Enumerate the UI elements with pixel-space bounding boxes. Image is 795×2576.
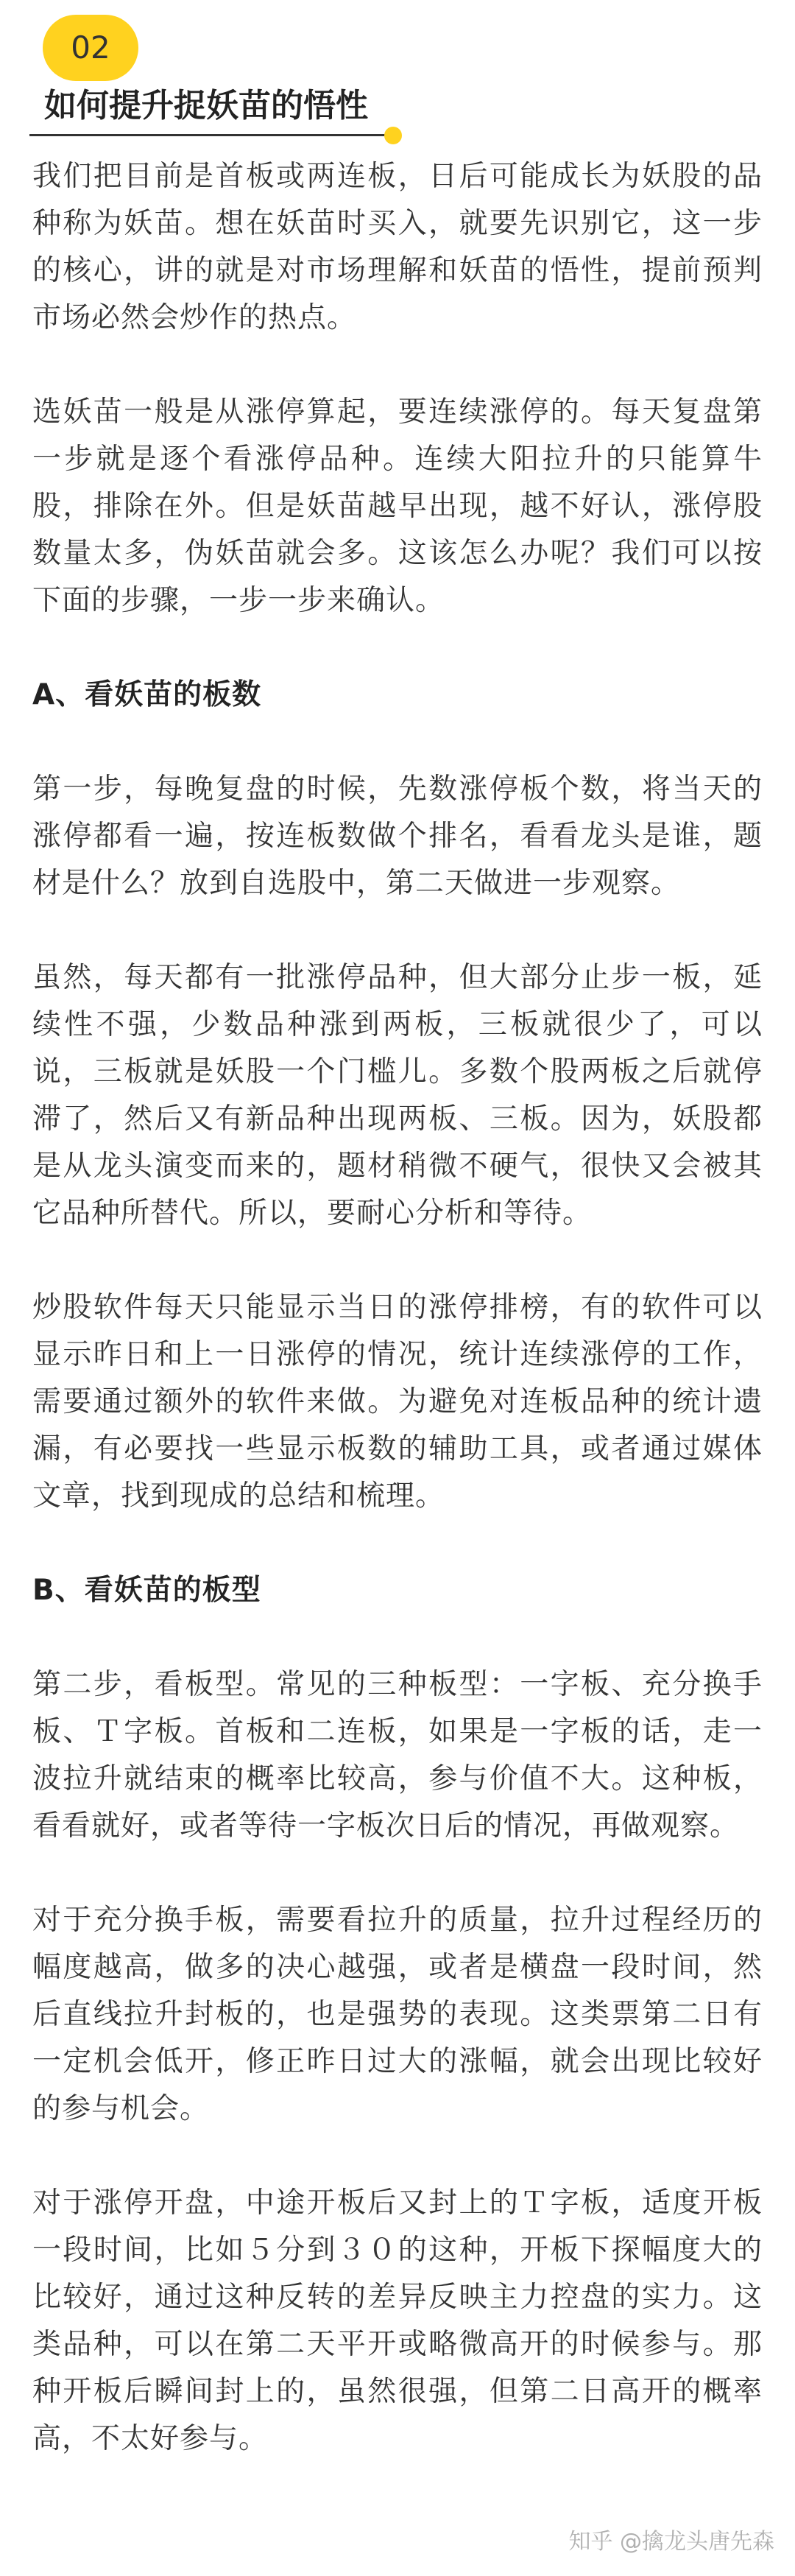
paragraph-gap xyxy=(32,342,763,389)
paragraph-gap xyxy=(32,624,763,672)
section-title: 如何提升捉妖苗的悟性 xyxy=(44,87,368,124)
paragraph-continuity: 虽然，每天都有一批涨停品种，但大部分止步一板，延续性不强，少数品种涨到两板，三板就很少了，可以说，三板就是妖股一个门槛儿。多数个股两板之后就停滞了，然后又有新品种出现两板、三板。因为，妖股都是从龙头演变而来的，题材稍微不硬气，很快又会被其它品种所替代。所以，要耐心分析和等待。 xyxy=(32,961,763,1230)
paragraph-gap xyxy=(32,719,763,766)
section-number-badge: 02 xyxy=(43,15,138,81)
paragraph-selection: 选妖苗一般是从涨停算起，要连续涨停的。每天复盘第一步就是逐个看涨停品种。连续大阳拉升的只能算牛股，排除在外。但是妖苗越早出现，越不好认，涨停股数量太多，伪妖苗就会多。这该怎么办呢？我们可以按下面的步骤，一步一步来确认。 xyxy=(32,395,763,617)
paragraph-gap xyxy=(32,1520,763,1567)
zhihu-watermark: 知乎 @擒龙头唐先森 xyxy=(568,2529,774,2555)
paragraph-gap xyxy=(32,1614,763,1661)
subheading-board-count: A、看妖苗的板数 xyxy=(32,678,262,711)
paragraph-software: 炒股软件每天只能显示当日的涨停排榜，有的软件可以显示昨日和上一日涨停的情况，统计连续涨停的工作，需要通过额外的软件来做。为避免对连板品种的统计遗漏，有必要找一些显示板数的辅助工具，或者通过媒体文章，找到现成的总结和梳理。 xyxy=(32,1291,763,1513)
paragraph-step-one: 第一步，每晚复盘的时候，先数涨停板个数，将当天的涨停都看一遍，按连板数做个排名，看看龙头是谁，题材是什么？放到自选股中，第二天做进一步观察。 xyxy=(32,773,763,900)
paragraph-t-board: 对于涨停开盘，中途开板后又封上的Ｔ字板，适度开板一段时间，比如５分到３０的这种，开板下探幅度大的比较好，通过这种反转的差异反映主力控盘的实力。这类品种，可以在第二天平开或略微高开的时候参与。那种开板后瞬间封上的，虽然很强，但第二日高开的概率高，不太好参与。 xyxy=(32,2186,763,2455)
paragraph-gap xyxy=(32,907,763,954)
paragraph-gap xyxy=(32,1237,763,1284)
paragraph-gap xyxy=(32,1850,763,1897)
paragraph-intro: 我们把目前是首板或两连板，日后可能成长为妖股的品种称为妖苗。想在妖苗时买入，就要先识别它，这一步的核心，讲的就是对市场理解和妖苗的悟性，提前预判市场必然会炒作的热点。 xyxy=(32,160,763,334)
subheading-board-type: B、看妖苗的板型 xyxy=(32,1574,261,1607)
title-underline xyxy=(29,134,398,136)
paragraph-step-two: 第二步，看板型。常见的三种板型：一字板、充分换手板、Ｔ字板。首板和二连板，如果是一字板的话，走一波拉升就结束的概率比较高，参与价值不大。这种板，看看就好，或者等待一字板次日后的情况，再做观察。 xyxy=(32,1668,763,1843)
paragraph-gap xyxy=(32,2133,763,2180)
paragraph-turnover-board: 对于充分换手板，需要看拉升的质量，拉升过程经历的幅度越高，做多的决心越强，或者是横盘一段时间，然后直线拉升封板的，也是强势的表现。这类票第二日有一定机会低开，修正昨日过大的涨幅，就会出现比较好的参与机会。 xyxy=(32,1904,763,2125)
title-accent-dot xyxy=(384,127,402,144)
article-body xyxy=(32,153,763,2463)
section-header xyxy=(0,0,795,147)
